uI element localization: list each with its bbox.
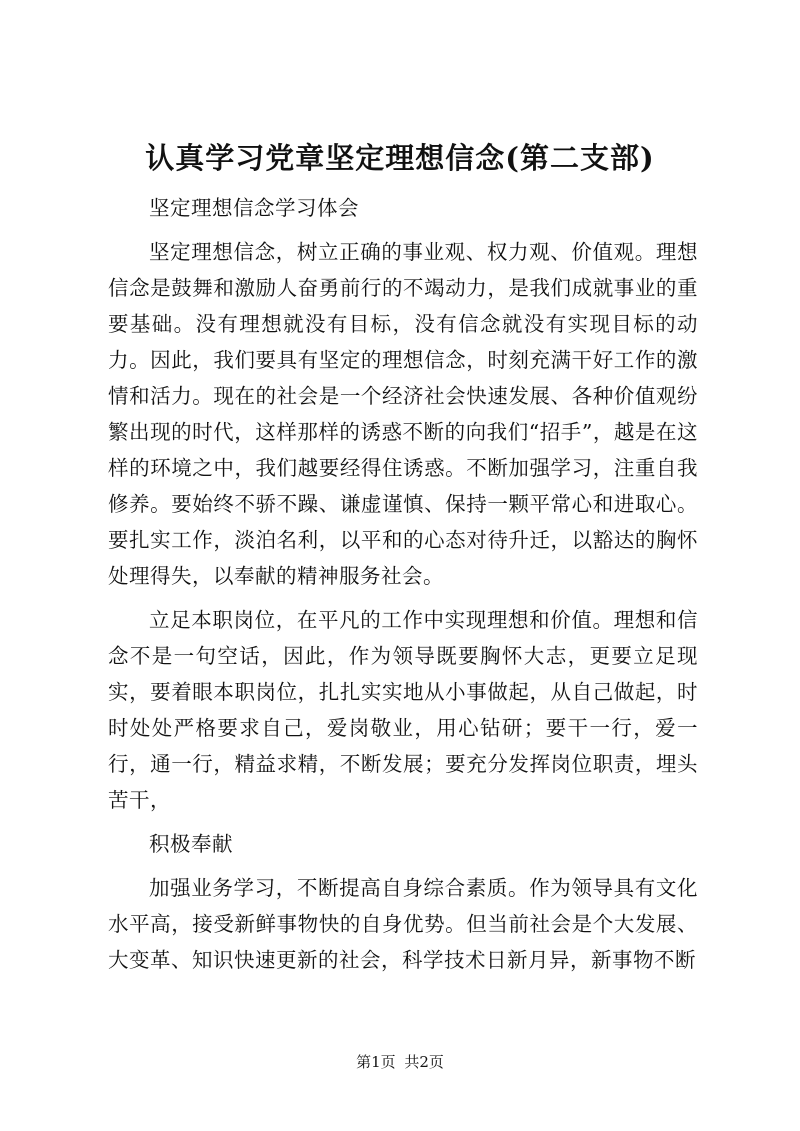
page-footer <box>0 1052 800 1072</box>
document-title: 认真学习党章坚定理想信念(第二支部) <box>145 141 655 175</box>
subtitle-paragraph: 坚定理想信念学习体会 <box>149 196 359 220</box>
body-paragraph: 立足本职岗位，在平凡的工作中实现理想和价值。理想和信念不是一句空话，因此，作为领导既要胸怀大志，更要立足现实，要着眼本职岗位，扎扎实实地从小事做起，从自己做起，时时处处严格要求自己，爱岗敬业，用心钻研；要干一行，爱一行，通一行，精益求精，不断发展；要充分发挥岗位职责，埋头苦干， <box>108 608 698 812</box>
body-paragraph: 坚定理想信念，树立正确的事业观、权力观、价值观。理想信念是鼓舞和激励人奋勇前行的不竭动力，是我们成就事业的重要基础。没有理想就没有目标，没有信念就没有实现目标的动力。因此，我们要具有坚定的理想信念，时刻充满干好工作的激情和活力。现在的社会是一个经济社会快速发展、各种价值观纷繁出现的时代，这样那样的诱惑不断的向我们“招手”，越是在这样的环境之中，我们越要经得住诱惑。不断加强学习，注重自我修养。要始终不骄不躁、谦虚谨慎、保持一颗平常心和进取心。要扎实工作，淡泊名利，以平和的心态对待升迁，以豁达的胸怀处理得失，以奉献的精神服务社会。 <box>108 240 698 588</box>
page-number: 第1页 <box>356 1053 396 1071</box>
body-paragraph: 加强业务学习，不断提高自身综合素质。作为领导具有文化水平高，接受新鲜事物快的自身优势。但当前社会是个大发展、大变革、知识快速更新的社会，科学技术日新月异，新事物不断 <box>108 876 698 972</box>
body-paragraph: 积极奉献 <box>149 832 233 856</box>
document-body <box>108 190 698 978</box>
total-pages: 共2页 <box>404 1053 444 1071</box>
